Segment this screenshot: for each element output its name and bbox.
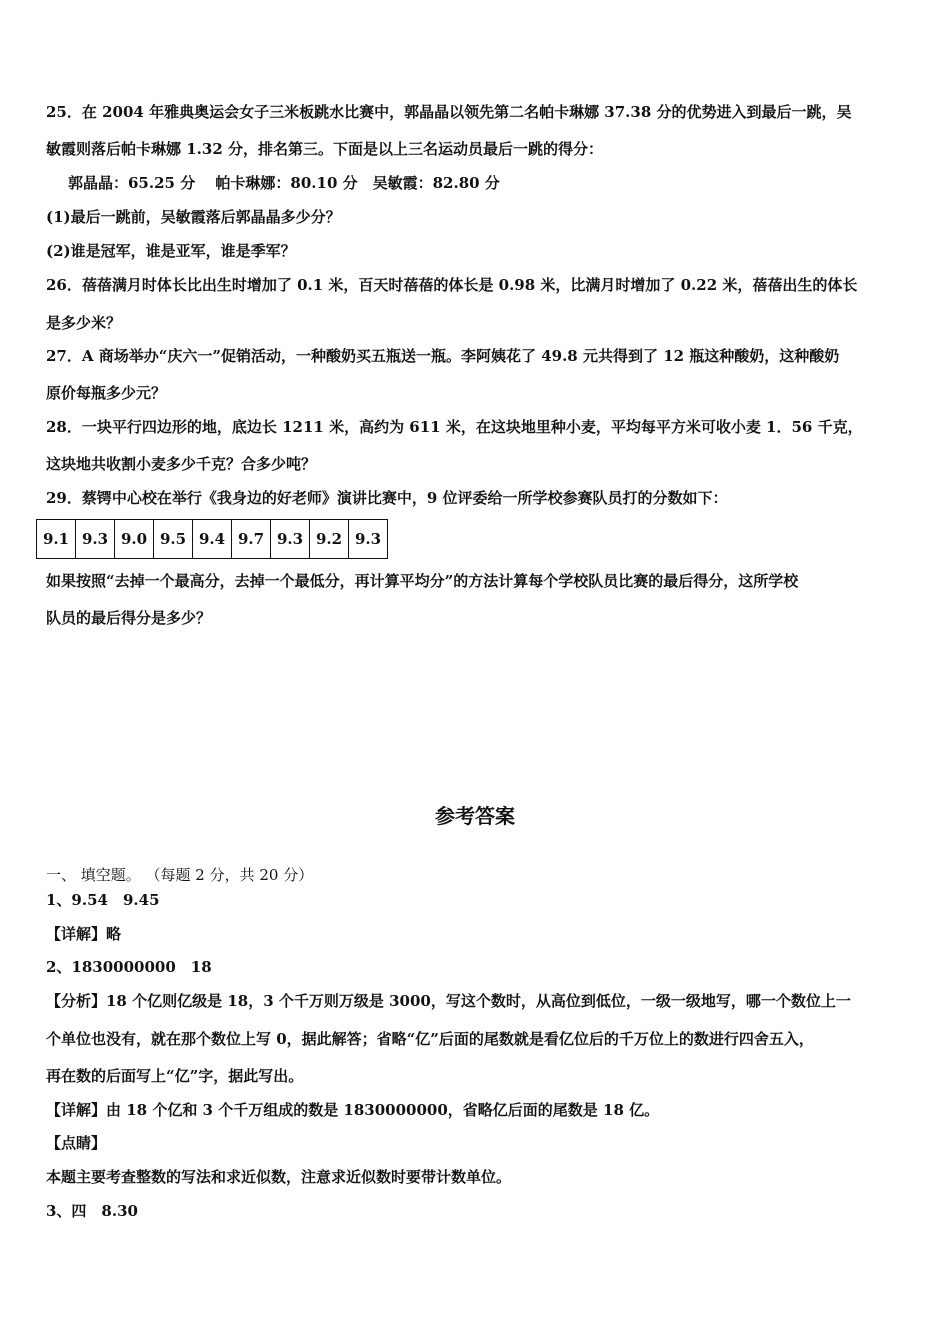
q27-line-2: 原价每瓶多少元？: [46, 384, 167, 402]
answer-1: 1、9.54 9.45: [46, 891, 160, 909]
answer-2-analysis-2: 个单位也没有，就在那个数位上写 0，据此解答；省略“亿”后面的尾数就是看亿位后的千万位上的数进行四舍五入，: [46, 1030, 814, 1048]
q29-line-2: 如果按照“去掉一个最高分，去掉一个最低分，再计算平均分”的方法计算每个学校队员比赛的最后得分，这所学校: [46, 572, 799, 590]
score-cell: 9.5: [154, 520, 193, 559]
score-cell: 9.4: [193, 520, 232, 559]
answer-3: 3、四 8.30: [46, 1202, 138, 1220]
answer-2-comment-label: 【点睛】: [46, 1134, 107, 1152]
score-cell: 9.3: [76, 520, 115, 559]
q29-line-3: 队员的最后得分是多少？: [46, 609, 212, 627]
q25-sub-1: (1)最后一跳前，吴敏霞落后郭晶晶多少分？: [46, 208, 341, 226]
q25-line-2: 敏霞则落后帕卡琳娜 1.32 分，排名第三。下面是以上三名运动员最后一跳的得分：: [46, 140, 603, 158]
answer-2-detail: 【详解】由 18 个亿和 3 个千万组成的数是 1830000000，省略亿后面的尾数是 18 亿。: [46, 1101, 660, 1119]
q25-scores-line: 郭晶晶：65.25 分 帕卡琳娜：80.10 分 吴敏霞：82.80 分: [68, 174, 500, 192]
score-cell: 9.1: [37, 520, 76, 559]
score-cell: 9.0: [115, 520, 154, 559]
q26-line-2: 是多少米？: [46, 314, 122, 332]
q28-line-2: 这块地共收割小麦多少千克？合多少吨？: [46, 455, 317, 473]
section-heading: 一、 填空题。 （每题 2 分，共 20 分）: [46, 866, 314, 884]
score-cell: 9.2: [310, 520, 349, 559]
q27-line-1: 27．A 商场举办“庆六一”促销活动，一种酸奶买五瓶送一瓶。李阿姨花了 49.8 元共得到了 12 瓶这种酸奶，这种酸奶: [46, 347, 840, 365]
answer-2-comment: 本题主要考查整数的写法和求近似数，注意求近似数时要带计数单位。: [46, 1168, 512, 1186]
answers-title: 参考答案: [435, 804, 515, 828]
score-cell: 9.3: [349, 520, 388, 559]
score-cell: 9.3: [271, 520, 310, 559]
q26-line-1: 26．蓓蓓满月时体长比出生时增加了 0.1 米，百天时蓓蓓的体长是 0.98 米，比满月时增加了 0.22 米，蓓蓓出生的体长: [46, 276, 858, 294]
judge-scores-table: [36, 519, 388, 559]
table-row: [37, 520, 388, 559]
answer-2-analysis-3: 再在数的后面写上“亿”字，据此写出。: [46, 1067, 304, 1085]
q25-line-1: 25．在 2004 年雅典奥运会女子三米板跳水比赛中，郭晶晶以领先第二名帕卡琳娜 37.38 分的优势进入到最后一跳，吴: [46, 103, 852, 121]
score-cell: 9.7: [232, 520, 271, 559]
q25-sub-2: (2)谁是冠军，谁是亚军，谁是季军？: [46, 242, 296, 260]
answer-1-detail: 【详解】略: [46, 925, 122, 943]
q29-line-1: 29．蔡锷中心校在举行《我身边的好老师》演讲比赛中，9 位评委给一所学校参赛队员打的分数如下：: [46, 489, 728, 507]
answer-2-analysis-1: 【分析】18 个亿则亿级是 18，3 个千万则万级是 3000，写这个数时，从高位到低位，一级一级地写，哪一个数位上一: [46, 992, 851, 1010]
q28-line-1: 28．一块平行四边形的地，底边长 1211 米，高约为 611 米，在这块地里种小麦，平均每平方米可收小麦 1．56 千克，: [46, 418, 863, 436]
answer-2: 2、1830000000 18: [46, 958, 212, 976]
